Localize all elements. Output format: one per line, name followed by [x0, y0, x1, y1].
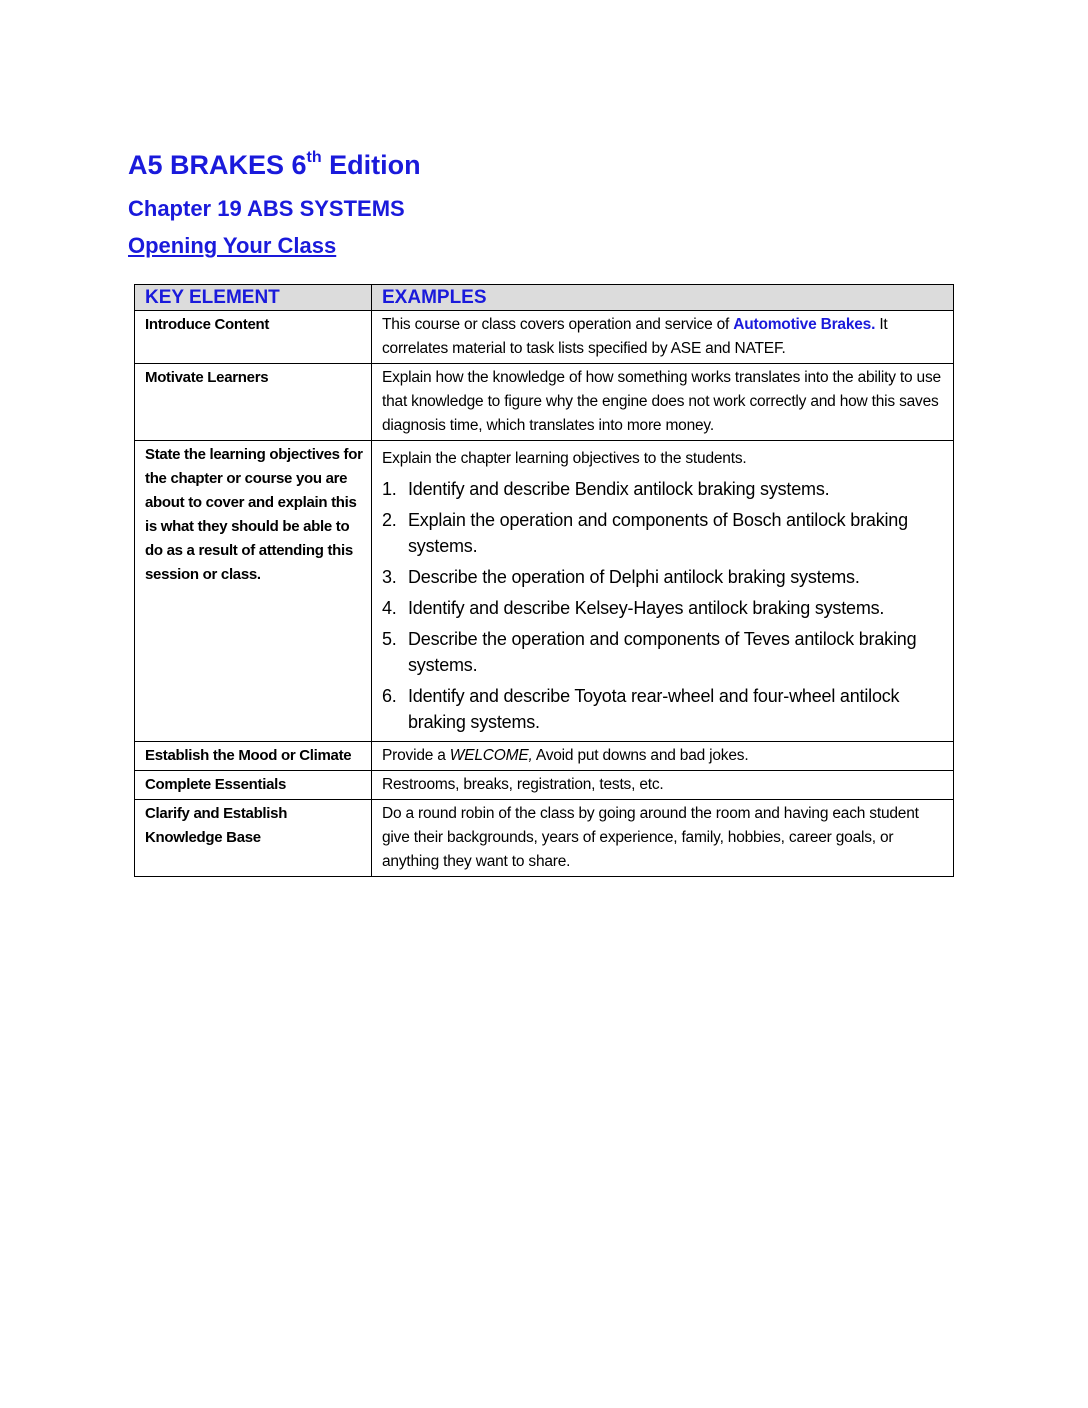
- table-row: [135, 742, 954, 771]
- objective-text: Identify and describe Toyota rear-wheel and four-wheel antilock braking systems.: [408, 686, 900, 732]
- example-text: Provide a: [382, 747, 450, 764]
- example-cell: [372, 311, 954, 364]
- objective-text: Describe the operation and components of Teves antilock braking systems.: [408, 629, 917, 675]
- emphasized-text: WELCOME,: [449, 747, 533, 764]
- objective-text: Describe the operation of Delphi antilock braking systems.: [408, 567, 860, 587]
- key-element-cell: Establish the Mood or Climate: [135, 742, 372, 771]
- objectives-list: [382, 476, 945, 739]
- objective-text: Identify and describe Bendix antilock braking systems.: [408, 479, 830, 499]
- example-text: Avoid put downs and bad jokes.: [532, 747, 749, 764]
- key-element-cell: Motivate Learners: [135, 364, 372, 441]
- chapter-title: Chapter 19 ABS SYSTEMS: [128, 196, 405, 221]
- key-element-cell: Clarify and Establish Knowledge Base: [135, 800, 372, 877]
- table-row: [135, 364, 954, 441]
- opening-class-table: [134, 284, 954, 877]
- objective-item: [382, 595, 945, 621]
- example-cell: Restrooms, breaks, registration, tests, etc.: [372, 771, 954, 800]
- example-cell: Do a round robin of the class by going around the room and having each student give their backgrounds, years of experience, family, hobbies, career goals, or anything they want to share.: [372, 800, 954, 877]
- objective-text: Identify and describe Kelsey-Hayes antilock braking systems.: [408, 598, 885, 618]
- table-row: [135, 771, 954, 800]
- table-row: [135, 441, 954, 742]
- example-text: It correlates material to task lists specified by ASE and NATEF.: [382, 316, 888, 357]
- objective-text: Explain the operation and components of Bosch antilock braking systems.: [408, 510, 908, 556]
- title-superscript: th: [306, 149, 322, 166]
- example-cell: [372, 441, 954, 742]
- objective-number: 2.: [382, 510, 397, 530]
- objectives-intro: Explain the chapter learning objectives to the students.: [382, 450, 747, 467]
- objective-item: [382, 626, 945, 678]
- table-row: [135, 311, 954, 364]
- example-cell: [372, 742, 954, 771]
- objective-item: [382, 507, 945, 559]
- key-element-cell: State the learning objectives for the chapter or course you are about to cover and explain this is what they should be able to do as a result of attending this session or class.: [135, 441, 372, 742]
- title-text: A5 BRAKES 6: [128, 150, 307, 180]
- objective-number: 4.: [382, 598, 397, 618]
- table-header-row: [135, 285, 954, 311]
- section-title: Opening Your Class: [128, 233, 337, 258]
- column-header-key-element: KEY ELEMENT: [135, 285, 372, 311]
- column-header-examples: EXAMPLES: [372, 285, 954, 311]
- key-element-cell: Complete Essentials: [135, 771, 372, 800]
- highlighted-text: Automotive Brakes.: [733, 316, 876, 333]
- table-row: [135, 800, 954, 877]
- title-tail: Edition: [321, 150, 421, 180]
- objective-item: [382, 476, 945, 502]
- objective-number: 5.: [382, 629, 397, 649]
- objective-item: [382, 564, 945, 590]
- document-title: [128, 148, 421, 182]
- key-element-cell: Introduce Content: [135, 311, 372, 364]
- objective-number: 3.: [382, 567, 397, 587]
- objective-item: [382, 683, 945, 735]
- objective-number: 1.: [382, 479, 397, 499]
- example-cell: Explain how the knowledge of how something works translates into the ability to use that knowledge to figure why the engine does not work correctly and how this saves diagnosis time, which translates into more money.: [372, 364, 954, 441]
- example-text: This course or class covers operation and service of: [382, 316, 734, 333]
- objective-number: 6.: [382, 686, 397, 706]
